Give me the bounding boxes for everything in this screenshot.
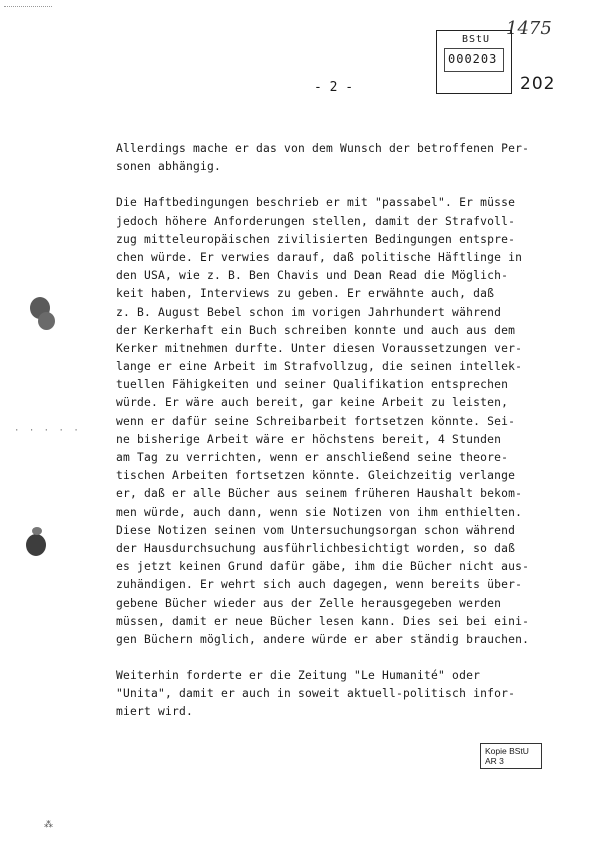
text-line: Diese Notizen seinen vom Untersuchungsorgan schon während bbox=[116, 523, 516, 537]
scan-margin-mark: ⁂ bbox=[44, 820, 53, 830]
text-line: zug mitteleuropäischen zivilisierten Bedingungen entspre- bbox=[116, 232, 516, 246]
text-line: es jetzt keinen Grund dafür gäbe, ihm die Bücher nicht aus- bbox=[116, 560, 530, 574]
text-line: sonen abhängig. bbox=[116, 160, 222, 174]
text-line: gebene Bücher wieder aus der Zelle herausgegeben werden bbox=[116, 596, 502, 610]
paragraph bbox=[116, 140, 556, 176]
archive-page-number: 202 bbox=[520, 74, 556, 94]
text-line: müssen, damit er neue Bücher lesen kann. Dies sei bei eini- bbox=[116, 614, 530, 628]
text-line: der Kerkerhaft ein Buch schreiben konnte und auch aus dem bbox=[116, 323, 516, 337]
text-line: ne bisherige Arbeit wäre er höchstens bereit, 4 Stunden bbox=[116, 432, 502, 446]
text-line: jedoch höhere Anforderungen stellen, damit der Strafvoll- bbox=[116, 214, 516, 228]
copy-stamp-line: Kopie BStU bbox=[485, 746, 529, 756]
punch-hole bbox=[26, 534, 46, 556]
page-number: - 2 - bbox=[314, 80, 354, 95]
text-line: er, daß er alle Bücher aus seinem früheren Haushalt bekom- bbox=[116, 487, 523, 501]
text-line: men würde, auch dann, wenn sie Notizen von ihm enthielten. bbox=[116, 505, 523, 519]
text-line: chen würde. Er verwies darauf, daß politische Häftlinge in bbox=[116, 250, 523, 264]
handwritten-archive-number: 1475 bbox=[506, 18, 552, 39]
bstu-stamp-label: BStU bbox=[462, 34, 491, 45]
text-line: Die Haftbedingungen beschrieb er mit "passabel". Er müsse bbox=[116, 196, 516, 210]
paragraph bbox=[116, 194, 556, 649]
text-line: zuhändigen. Er wehrt sich auch dagegen, wenn bereits über- bbox=[116, 578, 523, 592]
text-line: lange er eine Arbeit im Strafvollzug, die seinen intellek- bbox=[116, 360, 523, 374]
text-line: miert wird. bbox=[116, 705, 194, 719]
text-line: den USA, wie z. B. Ben Chavis und Dean Read die Möglich- bbox=[116, 269, 509, 283]
text-line: Kerker mitnehmen durfte. Unter diesen Voraussetzungen ver- bbox=[116, 341, 523, 355]
text-line: würde. Er wäre auch bereit, gar keine Arbeit zu leisten, bbox=[116, 396, 509, 410]
bstu-stamp-number: 000203 bbox=[448, 52, 498, 66]
text-line: Weiterhin forderte er die Zeitung "Le Humanité" oder bbox=[116, 669, 481, 683]
text-line: tischen Arbeiten fortsetzen könnte. Gleichzeitig verlange bbox=[116, 469, 516, 483]
text-line: z. B. August Bebel schon im vorigen Jahrhundert während bbox=[116, 305, 502, 319]
text-line: wenn er dafür seine Schreibarbeit fortsetzen könnte. Sei- bbox=[116, 414, 516, 428]
text-line: am Tag zu verrichten, wenn er anschließend seine theore- bbox=[116, 451, 509, 464]
text-line: der Hausdurchsuchung ausführlichbesichtigt worden, so daß bbox=[116, 541, 516, 555]
copy-stamp bbox=[480, 743, 542, 769]
text-line: "Unita", damit er auch in soweit aktuell-politisch infor- bbox=[116, 687, 516, 701]
document-body bbox=[116, 140, 556, 722]
text-line: keit haben, Interviews zu geben. Er erwähnte auch, daß bbox=[116, 287, 495, 301]
punch-hole-shadow bbox=[38, 312, 55, 330]
text-line: tuellen Fähigkeiten und seiner Qualifikation entsprechen bbox=[116, 378, 509, 392]
scan-specks: · · · · · bbox=[14, 426, 81, 436]
scan-edge-mark bbox=[4, 6, 52, 7]
text-line: gen Büchern möglich, andere würde er aber ständig brauchen. bbox=[116, 632, 530, 646]
punch-hole-shadow bbox=[32, 527, 42, 535]
text-line: Allerdings mache er das von dem Wunsch der betroffenen Per- bbox=[116, 142, 530, 155]
paragraph bbox=[116, 667, 556, 722]
copy-stamp-line: AR 3 bbox=[485, 756, 504, 766]
